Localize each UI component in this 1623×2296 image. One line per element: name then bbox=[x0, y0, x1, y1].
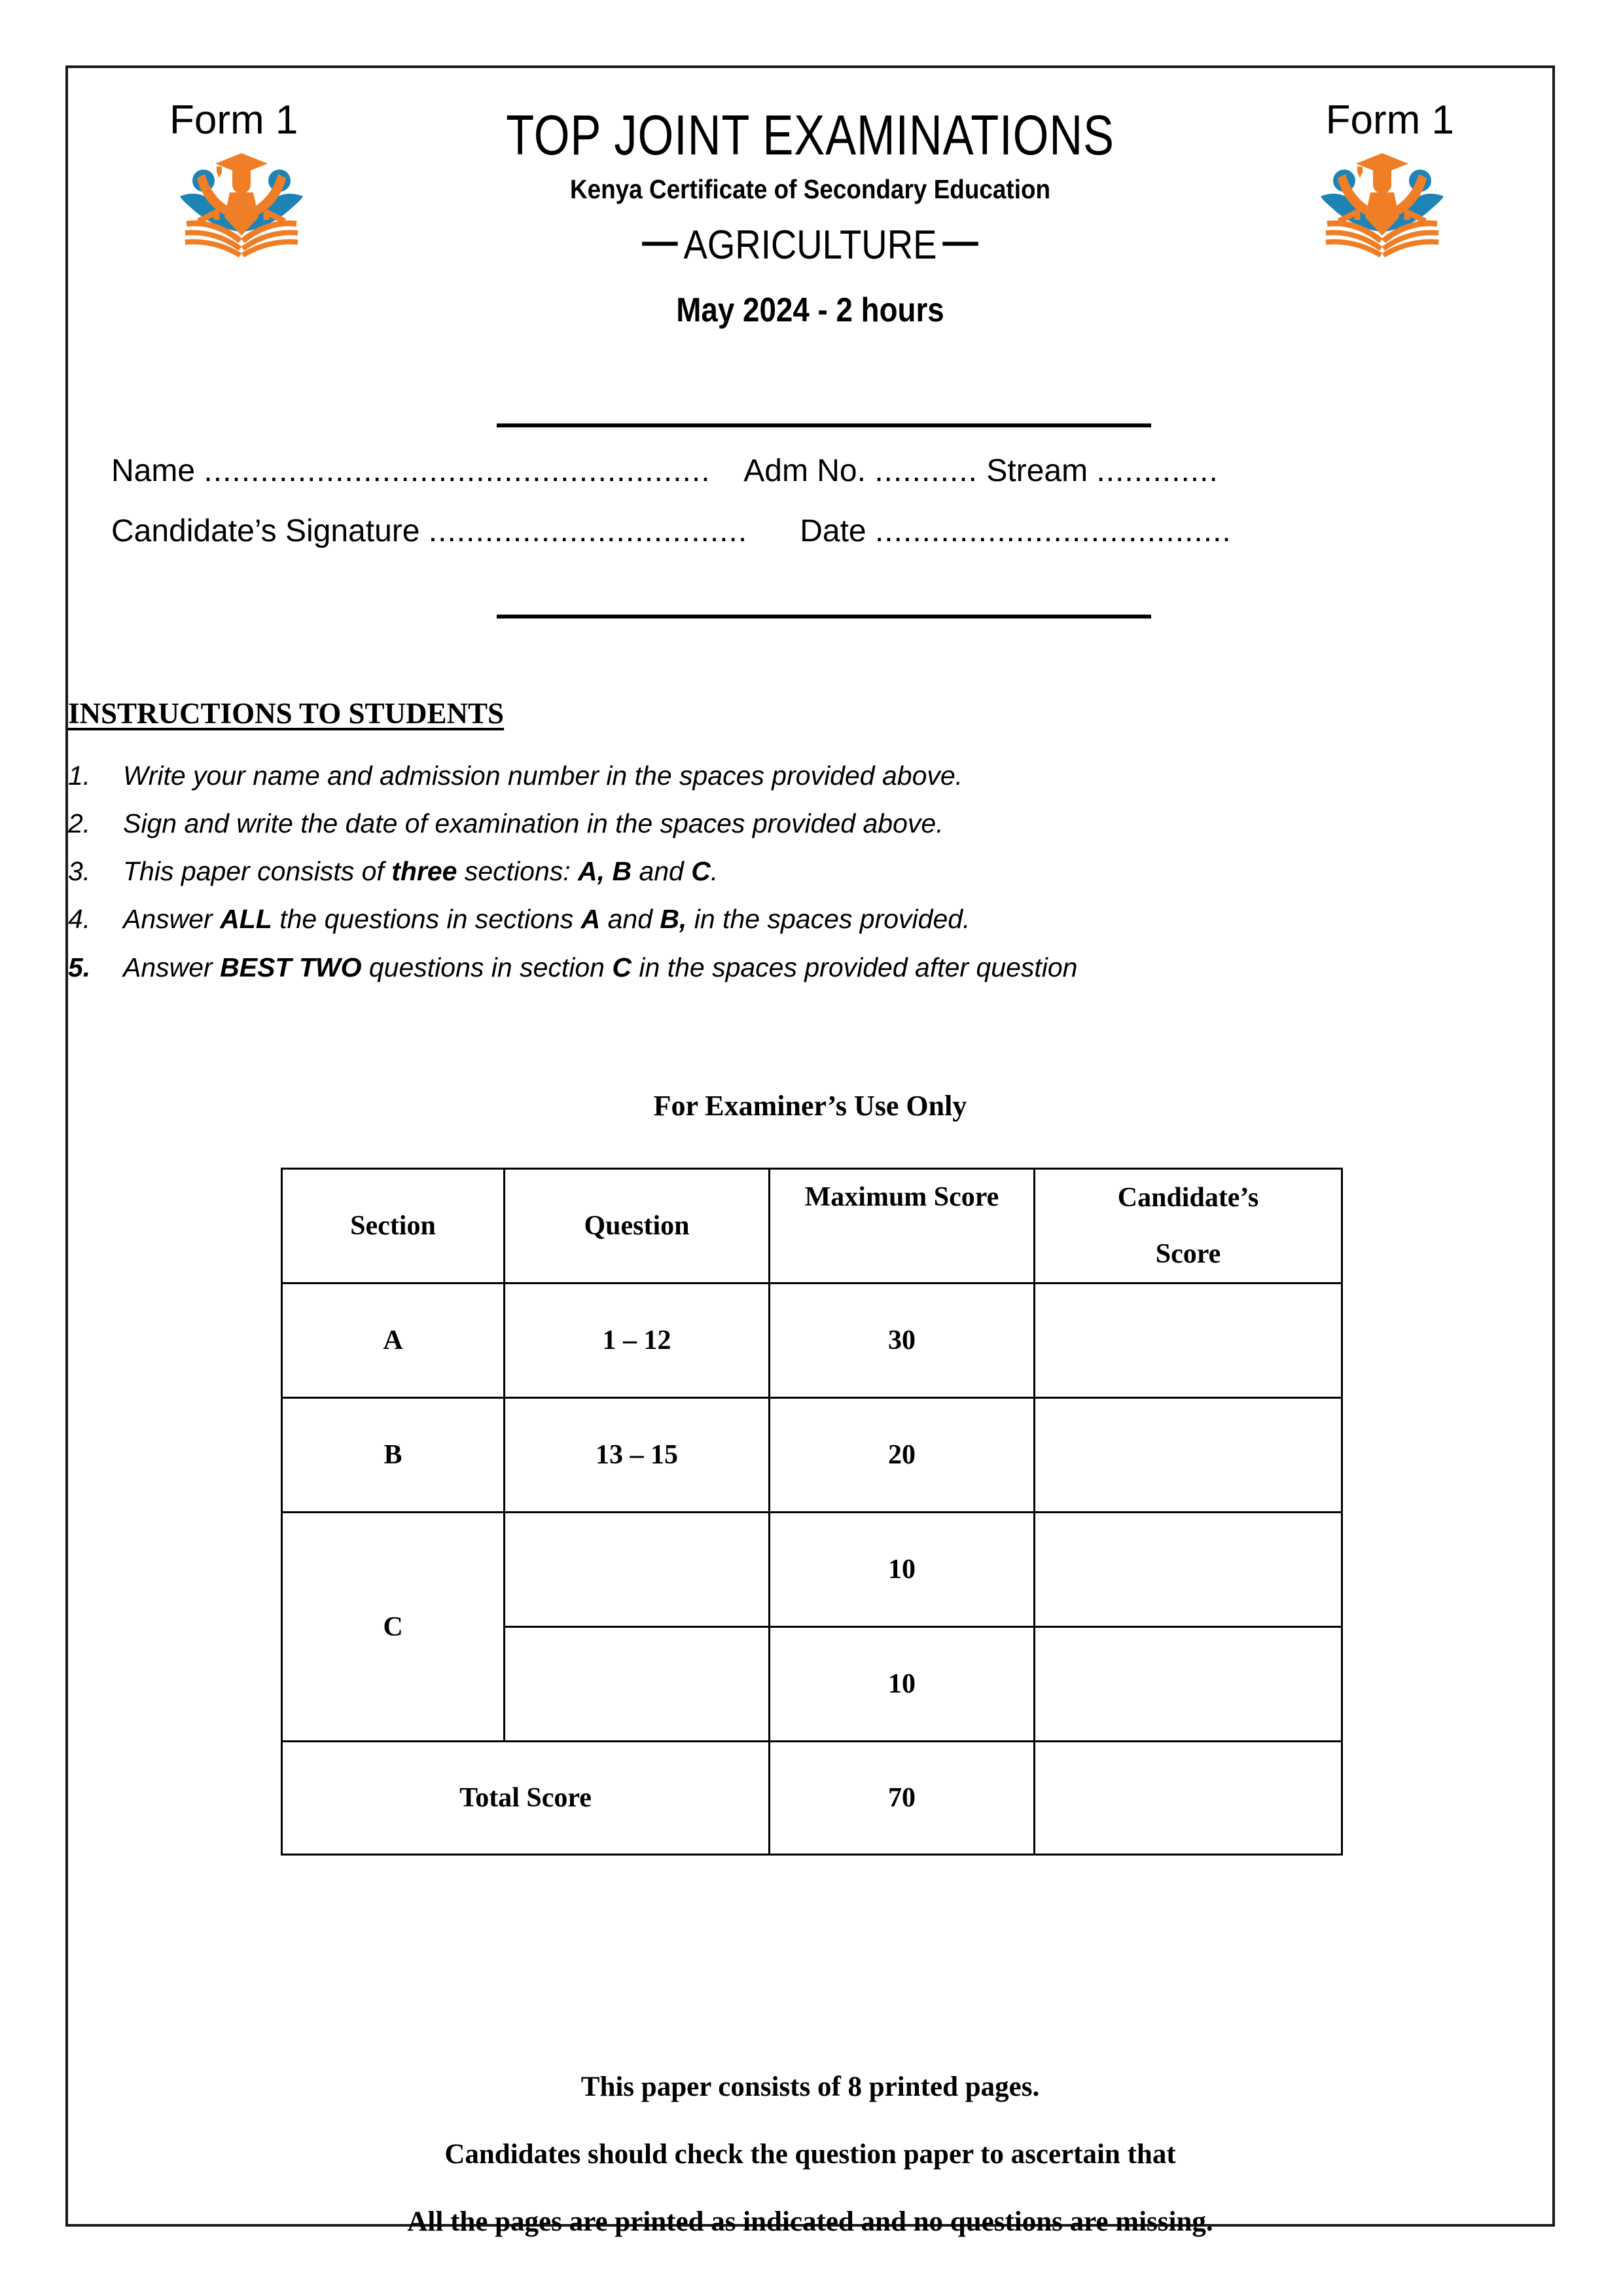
cell-question-a: 1 – 12 bbox=[505, 1283, 770, 1398]
footer-line-2: Candidates should check the question paper to ascertain that bbox=[444, 2139, 1176, 2170]
cell-question-b: 13 – 15 bbox=[505, 1398, 770, 1513]
instruction-text: questions in section bbox=[361, 952, 613, 982]
instruction-number: 2. bbox=[68, 808, 91, 839]
instruction-text: the questions in sections bbox=[272, 904, 581, 935]
instruction-emphasis: C bbox=[612, 952, 632, 982]
instruction-item-5 bbox=[68, 952, 1552, 983]
instruction-text: in the spaces provided after question bbox=[632, 952, 1078, 982]
stream-input[interactable]: ............. bbox=[1096, 454, 1219, 488]
table-row bbox=[282, 1398, 1342, 1513]
total-score-label-cell bbox=[282, 1742, 770, 1855]
instruction-emphasis: A bbox=[580, 904, 601, 935]
cell-max-score-a: 30 bbox=[770, 1283, 1035, 1398]
instruction-item-3 bbox=[68, 856, 1552, 887]
instruction-number: 5. bbox=[68, 952, 91, 982]
instruction-emphasis: BEST TWO bbox=[220, 952, 362, 982]
cell-candidate-score-c2[interactable] bbox=[1035, 1627, 1342, 1742]
instruction-emphasis: B, bbox=[660, 904, 687, 935]
cell-max-score-b: 20 bbox=[770, 1398, 1035, 1513]
exam-cover-page bbox=[65, 65, 1555, 2237]
footer-line-1: This paper consists of 8 printed pages. bbox=[580, 2072, 1040, 2102]
instruction-text: in the spaces provided. bbox=[687, 904, 971, 935]
total-score-label: Total Score bbox=[459, 1783, 592, 1814]
instruction-item-1 bbox=[68, 761, 1552, 791]
instruction-text: Answer bbox=[123, 952, 221, 982]
cell-candidate-score-a[interactable] bbox=[1035, 1283, 1342, 1398]
cell-total-candidate-score[interactable] bbox=[1035, 1742, 1342, 1855]
stream-label: Stream bbox=[986, 454, 1088, 488]
exam-date-duration: May 2024 - 2 hours bbox=[676, 291, 944, 329]
instruction-item-4 bbox=[68, 904, 1552, 935]
instruction-text: This paper consists of bbox=[123, 856, 392, 887]
candidate-header-line1: Candidate’s bbox=[1117, 1183, 1259, 1213]
cell-section-a: A bbox=[282, 1283, 505, 1398]
instruction-emphasis: ALL bbox=[220, 904, 272, 935]
table-total-row bbox=[282, 1742, 1342, 1855]
signature-field-row bbox=[111, 513, 1526, 549]
page-title: TOP JOINT EXAMINATIONS bbox=[506, 104, 1115, 167]
subject-name: AGRICULTURE bbox=[683, 223, 937, 268]
instruction-text: and bbox=[600, 904, 660, 935]
adm-no-input[interactable]: ........... bbox=[874, 454, 978, 488]
instruction-text: Write your name and admission number in the spaces provided above. bbox=[123, 761, 963, 791]
subject-line bbox=[157, 219, 1463, 268]
dash-left: — bbox=[642, 219, 678, 264]
page-footer bbox=[68, 2071, 1552, 2238]
cell-candidate-score-b[interactable] bbox=[1035, 1398, 1342, 1513]
cell-question-c2[interactable] bbox=[505, 1627, 770, 1742]
instruction-number: 1. bbox=[68, 761, 91, 791]
instruction-number: 3. bbox=[68, 856, 91, 887]
form-level-left: Form 1 bbox=[169, 98, 298, 143]
cell-max-score-c2: 10 bbox=[770, 1627, 1035, 1742]
column-header-candidate-score bbox=[1035, 1169, 1342, 1283]
name-input[interactable]: ...................................................... bbox=[204, 454, 711, 488]
instruction-text: Sign and write the date of examination in the spaces provided above. bbox=[123, 808, 944, 839]
examiner-score-table bbox=[281, 1168, 1343, 1856]
column-header-question: Question bbox=[505, 1169, 770, 1283]
instructions-list bbox=[68, 761, 1552, 983]
title-block bbox=[68, 104, 1552, 330]
name-label: Name bbox=[111, 454, 196, 488]
instruction-text: and bbox=[632, 856, 692, 887]
examiner-use-heading: For Examiner’s Use Only bbox=[653, 1090, 967, 1122]
cell-candidate-score-c1[interactable] bbox=[1035, 1513, 1342, 1627]
header-divider-bottom bbox=[497, 615, 1151, 619]
instruction-text: sections: bbox=[457, 856, 579, 887]
adm-no-label: Adm No. bbox=[743, 454, 866, 488]
table-row bbox=[282, 1283, 1342, 1398]
instruction-emphasis: C bbox=[691, 856, 711, 887]
cell-section-b: B bbox=[282, 1398, 505, 1513]
date-input[interactable]: ...................................... bbox=[874, 514, 1232, 548]
instruction-text: Answer bbox=[123, 904, 221, 935]
cell-section-c: C bbox=[282, 1513, 505, 1742]
header-divider-top bbox=[497, 423, 1151, 427]
candidate-header-line2: Score bbox=[1155, 1239, 1221, 1270]
signature-input[interactable]: .................................. bbox=[428, 514, 748, 548]
table-header-row bbox=[282, 1169, 1342, 1283]
instruction-text: . bbox=[710, 856, 719, 887]
column-header-section: Section bbox=[282, 1169, 505, 1283]
table-row bbox=[282, 1513, 1342, 1627]
dash-right: — bbox=[942, 219, 978, 264]
date-label: Date bbox=[800, 514, 866, 548]
exam-subtitle: Kenya Certificate of Secondary Education bbox=[569, 174, 1051, 204]
instructions-heading: INSTRUCTIONS TO STUDENTS bbox=[68, 697, 505, 730]
footer-line-3: All the pages are printed as indicated and no questions are missing. bbox=[407, 2206, 1213, 2237]
instruction-number: 4. bbox=[68, 904, 91, 935]
instructions-section bbox=[68, 696, 1552, 1000]
name-field-row bbox=[111, 453, 1526, 489]
instruction-emphasis: three bbox=[391, 856, 457, 887]
form-level-right: Form 1 bbox=[1325, 98, 1454, 143]
cell-total-max-score: 70 bbox=[770, 1742, 1035, 1855]
page-header bbox=[68, 68, 1552, 435]
instruction-emphasis: A, B bbox=[578, 856, 632, 887]
column-header-maximum-score: Maximum Score bbox=[770, 1169, 1035, 1283]
cell-max-score-c1: 10 bbox=[770, 1513, 1035, 1627]
cell-question-c1[interactable] bbox=[505, 1513, 770, 1627]
score-table-wrapper bbox=[281, 1168, 1341, 1856]
signature-label: Candidate’s Signature bbox=[111, 514, 420, 548]
instruction-item-2 bbox=[68, 808, 1552, 839]
